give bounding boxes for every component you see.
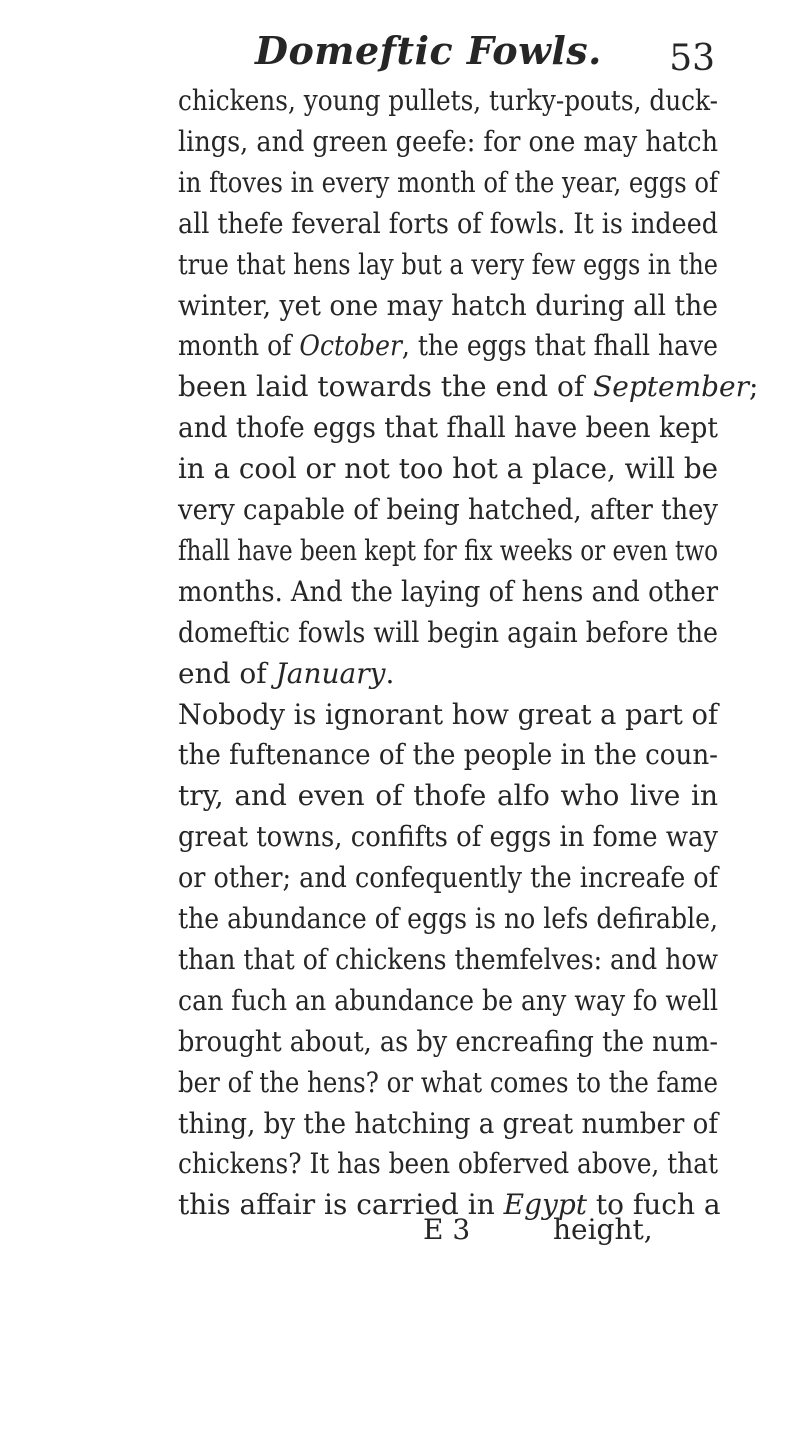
text-run: months. And the laying of hens and other bbox=[178, 574, 718, 608]
text-line bbox=[178, 1107, 718, 1141]
text-line bbox=[178, 207, 718, 241]
text-run: can fuch an abundance be any way fo well bbox=[178, 983, 718, 1017]
italic-word: October bbox=[299, 329, 402, 363]
text-line bbox=[178, 616, 718, 650]
text-run: thing, by the hatching a great number of bbox=[178, 1106, 718, 1140]
text-run: been laid towards the end of bbox=[178, 370, 594, 404]
text-line bbox=[178, 779, 718, 813]
italic-word: Egypt bbox=[503, 1188, 587, 1222]
text-line bbox=[178, 1025, 718, 1059]
text-line bbox=[178, 861, 718, 895]
text-line bbox=[178, 902, 718, 936]
text-line bbox=[178, 411, 718, 445]
text-run: try, and even of thofe alfo who live in bbox=[178, 779, 718, 813]
text-line bbox=[178, 125, 718, 159]
catchline bbox=[0, 1213, 800, 1251]
text-run: end of bbox=[178, 656, 276, 690]
text-run: the abundance of eggs is no lefs defirable, bbox=[178, 902, 718, 935]
text-line bbox=[178, 1147, 718, 1181]
text-run: this affair is carried in bbox=[178, 1188, 504, 1222]
text-run: fhall have been kept for fix weeks or even two bbox=[178, 533, 718, 567]
text-line bbox=[178, 166, 718, 200]
text-line bbox=[178, 1066, 718, 1100]
text-line bbox=[178, 820, 718, 854]
text-run: . bbox=[385, 656, 395, 690]
text-run: all thefe feveral forts of fowls. It is indeed bbox=[178, 206, 718, 240]
running-head bbox=[175, 28, 715, 80]
text-run: domeftic fowls will begin again before the bbox=[178, 615, 718, 649]
text-run: and thofe eggs that fhall have been kept bbox=[178, 411, 718, 445]
text-run: lings, and green geefe: for one may hatch bbox=[178, 124, 718, 158]
italic-word: September bbox=[593, 370, 750, 404]
catchword: height, bbox=[553, 1213, 653, 1246]
text-line bbox=[178, 329, 718, 363]
text-line bbox=[178, 84, 718, 118]
text-run: brought about, as by encreafing the num- bbox=[178, 1024, 718, 1058]
text-line bbox=[178, 289, 718, 323]
text-run: true that hens lay but a very few eggs in the bbox=[178, 247, 718, 281]
text-run: Nobody is ignorant how great a part of bbox=[178, 697, 718, 731]
text-line bbox=[178, 943, 718, 977]
text-run: or other; and confequently the increafe of bbox=[178, 861, 718, 895]
text-line bbox=[178, 248, 718, 282]
text-line bbox=[178, 534, 718, 568]
text-run: in ftoves in every month of the year, eggs of bbox=[178, 165, 718, 199]
text-run: ; bbox=[749, 370, 759, 404]
text-line bbox=[178, 738, 718, 772]
text-line bbox=[178, 493, 718, 527]
text-line bbox=[178, 698, 718, 732]
text-run: chickens? It has been obferved above, that bbox=[178, 1147, 718, 1181]
text-run: month of bbox=[178, 329, 300, 363]
italic-word: January bbox=[275, 656, 386, 690]
text-run: great towns, confifts of eggs in fome way bbox=[178, 820, 718, 854]
text-run: ber of the hens? or what comes to the fame bbox=[178, 1065, 718, 1099]
text-run: very capable of being hatched, after they bbox=[178, 493, 718, 526]
text-line bbox=[178, 452, 718, 486]
text-run: to fuch a bbox=[587, 1188, 721, 1222]
text-line bbox=[178, 370, 758, 404]
text-run: , the eggs that fhall have bbox=[401, 329, 718, 363]
page-number: 53 bbox=[669, 38, 715, 79]
text-line bbox=[178, 657, 394, 691]
text-run: in a cool or not too hot a place, will be bbox=[178, 452, 718, 486]
text-run: winter, yet one may hatch during all the bbox=[178, 288, 718, 322]
signature-mark: E 3 bbox=[423, 1213, 471, 1246]
text-line bbox=[178, 984, 718, 1018]
running-title: Domeftic Fowls. bbox=[255, 28, 602, 73]
text-run: the fuftenance of the people in the coun- bbox=[178, 738, 718, 772]
text-run: chickens, young pullets, turky-pouts, duck- bbox=[178, 84, 718, 117]
text-line bbox=[178, 575, 718, 609]
text-run: than that of chickens themfelves: and how bbox=[178, 942, 718, 976]
